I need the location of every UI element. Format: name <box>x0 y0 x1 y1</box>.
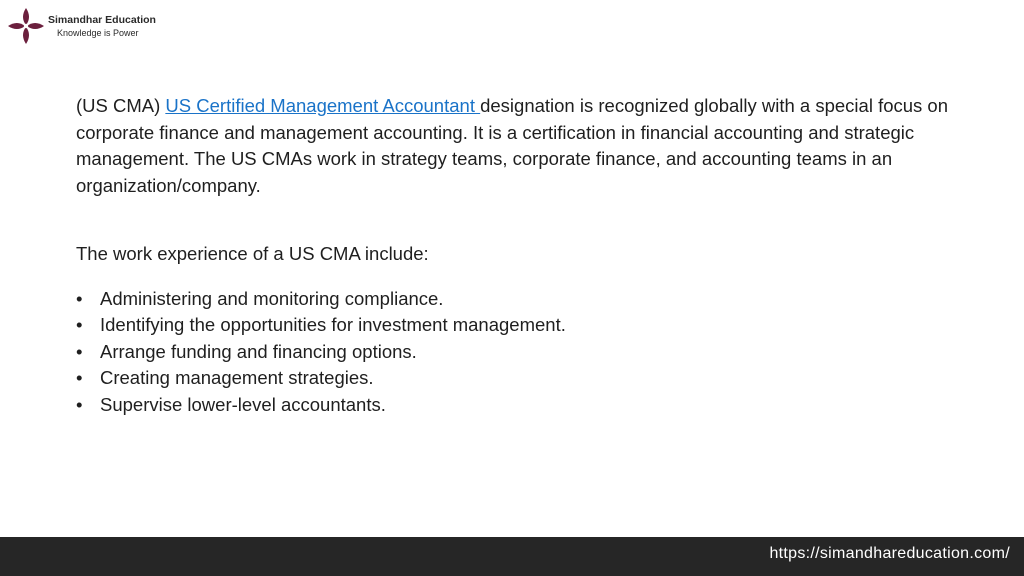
intro-prefix: (US CMA) <box>76 95 166 116</box>
us-cma-link[interactable]: US Certified Management Accountant <box>165 95 481 116</box>
bullet-icon: • <box>76 287 83 309</box>
experience-heading: The work experience of a US CMA include: <box>76 243 429 264</box>
experience-list <box>76 286 956 419</box>
footer-bar <box>0 537 1024 576</box>
bullet-icon: • <box>76 393 83 415</box>
list-item: • Creating management strategies. <box>76 365 956 392</box>
intro-paragraph <box>76 93 956 199</box>
slide-content <box>76 93 956 418</box>
intro-suffix: designation is recognized globally with a special focus on corporate finance and management accounting. It is a certification in financial accounting and strategic management. The US CMAs work in strategy teams, corporate finance, and accounting teams in an organization/company. <box>76 95 949 196</box>
brand-logo <box>6 6 156 46</box>
brand-tagline: Knowledge is Power <box>57 27 139 38</box>
list-item: • Identifying the opportunities for investment management. <box>76 312 956 339</box>
bullet-icon: • <box>76 340 83 362</box>
simandhar-logo-icon <box>6 6 46 46</box>
brand-name: Simandhar Education <box>48 14 156 26</box>
list-item: • Supervise lower-level accountants. <box>76 392 956 419</box>
list-item: • Administering and monitoring compliance. <box>76 286 956 313</box>
list-item: • Arrange funding and financing options. <box>76 339 956 366</box>
bullet-icon: • <box>76 367 83 388</box>
footer-url: https://simandhareducation.com/ <box>769 545 1010 562</box>
bullet-icon: • <box>76 314 83 335</box>
